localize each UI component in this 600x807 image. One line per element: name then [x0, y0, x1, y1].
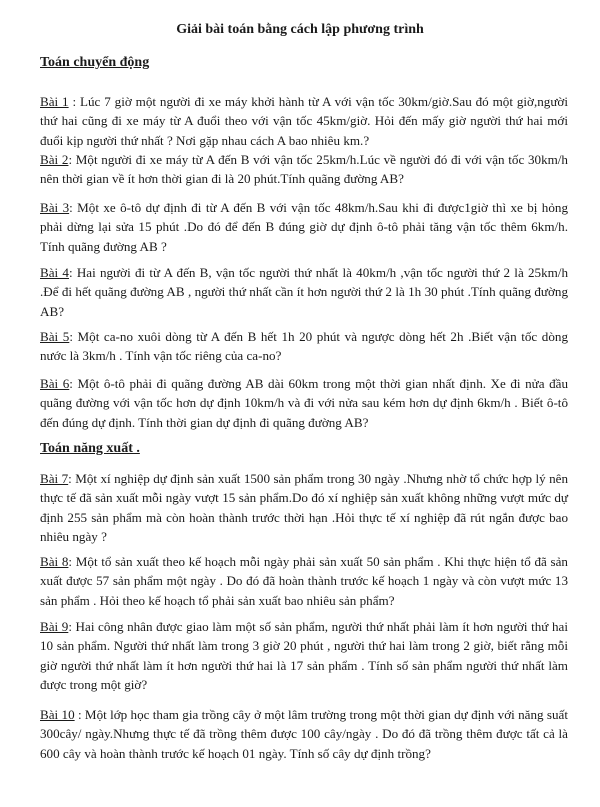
problem-label: Bài 8 — [40, 554, 69, 569]
problem-text: : Một xe ô-tô dự định đi từ A đến B với vận tốc 48km/h.Sau khi đi được1giờ thì xe bị hỏng phải dừng lại sửa 15 phút .Do đó để đến B đúng giờ dự định ô-tô phải tăng vận tốc thêm 6km/h. Tính quãng đường AB ? — [40, 200, 568, 254]
problem-5 — [40, 327, 568, 366]
problem-4 — [40, 263, 568, 321]
problem-9 — [40, 617, 568, 695]
problem-10 — [40, 705, 568, 763]
problem-3 — [40, 198, 568, 256]
problem-text: : Một ô-tô phải đi quãng đường AB dài 60km trong một thời gian nhất định. Xe đi nửa đầu quãng đường với vận tốc hơn dự định 10km/h và đi với nửa sau kém hơn dự định 6km/h . Biết ô-tô đến đúng dự định. Tính thời gian dự định đi quãng đường AB? — [40, 376, 568, 430]
problem-label: Bài 9 — [40, 619, 69, 634]
problem-text: : Một tổ sản xuất theo kế hoạch mỗi ngày phải sản xuất 50 sản phẩm . Khi thực hiện tổ đã sản xuất được 57 sản phẩm một ngày . Do đó đã hoàn thành trước kế hoạch 1 ngày và còn vượt mức 13 sản phẩm . Hỏi theo kế hoạch tổ phải sản xuất bao nhiêu sản phẩm? — [40, 554, 568, 608]
problem-label: Bài 3 — [40, 200, 70, 215]
problem-text: : Một xí nghiệp dự định sản xuất 1500 sản phẩm trong 30 ngày .Nhưng nhờ tổ chức hợp lý nên thực tế đã sản xuất mỗi ngày vượt 15 sản phẩm.Do đó xí nghiệp sản xuất không những vượt mức dự định 255 sản phẩm mà còn hoàn thành trước thời hạn .Hỏi thực tế xí nghiệp đã rút ngắn được bao nhiêu ngày ? — [40, 471, 568, 545]
problem-label: Bài 2 — [40, 152, 69, 167]
problem-text: : Một người đi xe máy từ A đến B với vận tốc 25km/h.Lúc về người đó đi với vận tốc 30km/h nên thời gian về ít hơn thời gian đi là 20 phút.Tính quãng đường AB? — [40, 152, 568, 187]
problem-text: : Một ca-no xuôi dòng từ A đến B hết 1h 20 phút và ngược dòng hết 2h .Biết vận tốc dòng nước là 3km/h . Tính vận tốc riêng của ca-no? — [40, 329, 568, 364]
section-heading-productivity: Toán năng xuất . — [40, 441, 140, 456]
problem-text: : Hai công nhân được giao làm một số sản phẩm, người thứ nhất phải làm ít hơn người thứ hai 10 sản phẩm. Người thứ nhất làm trong 3 giờ 20 phút , người thứ hai làm trong 2 giờ, biết rằng mỗi giờ người thứ nhất làm ít hơn người thứ hai là 17 sản phẩm . Tính số sản phẩm người thứ nhất làm được trong một giờ? — [40, 619, 568, 693]
problem-6 — [40, 374, 568, 432]
problem-text: : Lúc 7 giờ một người đi xe máy khởi hành từ A với vận tốc 30km/giờ.Sau đó một giờ,người thứ hai cũng đi xe máy từ A đuổi theo với vận tốc 45km/giờ. Hỏi đến mấy giờ người thứ hai mới đuổi kịp người thứ nhất ? Nơi gặp nhau cách A bao nhiêu km.? — [40, 94, 568, 148]
problem-label: Bài 10 — [40, 707, 75, 722]
problem-7 — [40, 469, 568, 547]
problem-8 — [40, 552, 568, 610]
page-title: Giải bài toán bằng cách lập phương trình — [176, 22, 424, 37]
problem-label: Bài 6 — [40, 376, 70, 391]
problem-1 — [40, 92, 568, 150]
problem-text: : Hai người đi từ A đến B, vận tốc người thứ nhất là 40km/h ,vận tốc người thứ 2 là 25km/h .Để đi hết quãng đường AB , người thứ nhất cần ít hơn người thứ 2 là 1h 30 phút .Tính quãng đường AB? — [40, 265, 568, 319]
problem-label: Bài 1 — [40, 94, 69, 109]
section-heading-motion: Toán chuyển động — [40, 55, 150, 70]
problem-text: : Một lớp học tham gia trồng cây ở một lâm trường trong một thời gian dự định với năng suất 300cây/ ngày.Nhưng thực tế đã trồng thêm được 100 cây/ngày . Do đó đã trồng thêm được tất cả là 600 cây và hoàn thành trước kế hoạch 01 ngày. Tính số cây dự định trồng? — [40, 707, 568, 761]
problem-label: Bài 5 — [40, 329, 70, 344]
problem-2 — [40, 150, 568, 189]
problem-label: Bài 7 — [40, 471, 69, 486]
problem-label: Bài 4 — [40, 265, 69, 280]
